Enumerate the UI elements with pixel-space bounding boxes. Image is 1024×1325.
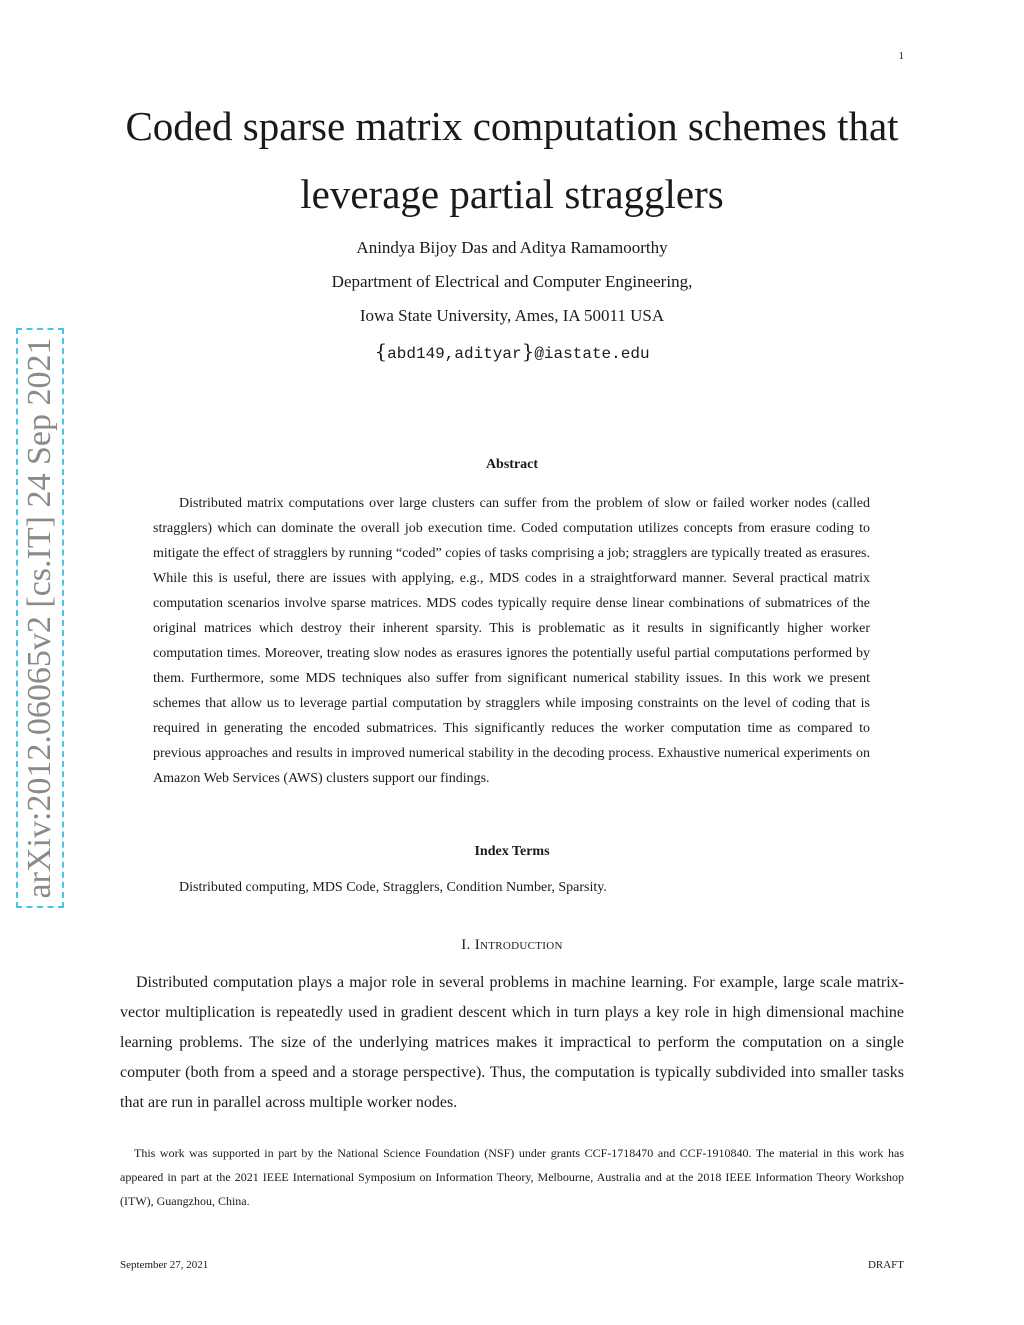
arxiv-identifier-text: arXiv:2012.06065v2 [cs.IT] 24 Sep 2021	[21, 337, 58, 899]
page-number: 1	[898, 50, 904, 62]
author-university: Iowa State University, Ames, IA 50011 USA	[359, 306, 665, 325]
index-terms-body: Distributed computing, MDS Code, Stragglers, Condition Number, Sparsity.	[179, 880, 607, 895]
index-terms-heading: Index Terms	[474, 844, 550, 859]
section-heading-introduction	[0, 937, 1024, 954]
section-number: I.	[461, 937, 471, 953]
paper-title: Coded sparse matrix computation schemes that leverage partial stragglers	[125, 103, 899, 217]
abstract-heading: Abstract	[485, 457, 539, 472]
funding-footnote: This work was supported in part by the National Science Foundation (NSF) under grants CCF-1718470 and CCF-1910840. The material in this work has appeared in part at the 2021 IEEE International Symposium on Information Theory, Melbourne, Australia and at the 2018 IEEE Information Theory Workshop (ITW), Guangzhou, China.	[120, 1146, 904, 1208]
email-users: abd149,adityar	[387, 345, 522, 363]
footer-draft-label: DRAFT	[867, 1259, 904, 1271]
email-domain: @iastate.edu	[534, 345, 650, 363]
author-emails	[0, 339, 1024, 363]
email-close-brace: }	[521, 339, 535, 363]
arxiv-identifier-stamp	[16, 328, 64, 908]
author-department: Department of Electrical and Computer Engineering,	[331, 272, 693, 291]
author-names: Anindya Bijoy Das and Aditya Ramamoorthy	[356, 238, 668, 257]
abstract-body: Distributed matrix computations over large clusters can suffer from the problem of slow or failed worker nodes (called stragglers) which can dominate the overall job execution time. Coded computation utilizes concepts from erasure coding to mitigate the effect of stragglers by running “coded” copies of tasks comprising a job; stragglers are typically treated as erasures. While this is useful, there are issues with applying, e.g., MDS codes in a straightforward manner. Several practical matrix computation scenarios involve sparse matrices. MDS codes typically require dense linear combinations of submatrices of the original matrices which destroy their inherent sparsity. This is problematic as it results in significantly higher worker computation times. Moreover, treating slow nodes as erasures ignores the potentially useful partial computations performed by them. Furthermore, some MDS techniques also suffer from significant numerical stability issues. In this work we present schemes that allow us to leverage partial computation by stragglers while imposing constraints on the level of coding that is required in generating the encoded submatrices. This significantly reduces the worker computation time as compared to previous approaches and results in improved numerical stability in the decoding process. Exhaustive numerical experiments on Amazon Web Services (AWS) clusters support our findings.	[153, 496, 870, 786]
section-title: Introduction	[474, 937, 563, 953]
email-open-brace: {	[374, 339, 388, 363]
footer-date: September 27, 2021	[120, 1259, 209, 1271]
introduction-paragraph: Distributed computation plays a major role in several problems in machine learning. For example, large scale matrix-vector multiplication is repeatedly used in gradient descent which in turn plays a key role in high dimensional machine learning problems. The size of the underlying matrices makes it impractical to perform the computation on a single computer (both from a speed and a storage perspective). Thus, the computation is typically subdivided into smaller tasks that are run in parallel across multiple worker nodes.	[120, 974, 904, 1111]
